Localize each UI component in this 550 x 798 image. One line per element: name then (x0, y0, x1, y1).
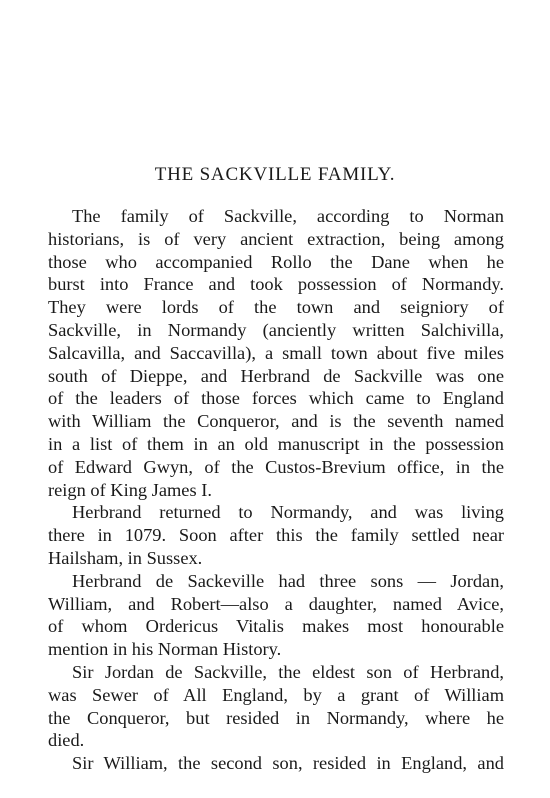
text-line: south of Dieppe, and Herbrand de Sackville was one (48, 365, 504, 386)
text-line: of Edward Gwyn, of the Custos-Brevium office, in the (48, 456, 504, 477)
text-line: there in 1079. Soon after this the family settled near (48, 525, 504, 546)
text-line: The family of Sackville, according to Norman (72, 206, 504, 226)
text-line: Salcavilla, and Saccavilla), a small town about five miles (48, 342, 504, 363)
text-line: Sackville, in Normandy (anciently written Salchivilla, (48, 319, 504, 340)
text-line: reign of King James I. (48, 479, 212, 500)
body-text (48, 205, 504, 775)
text-line: was Sewer of All England, by a grant of William (48, 684, 504, 705)
text-line: of the leaders of those forces which came to England (48, 388, 504, 409)
text-line: They were lords of the town and seigniory of (48, 297, 504, 318)
text-line: of whom Ordericus Vitalis makes most honourable (48, 616, 504, 637)
text-line: burst into France and took possession of Normandy. (48, 274, 504, 295)
text-line: William, and Robert—also a daughter, named Avice, (48, 593, 504, 614)
text-line: Herbrand returned to Normandy, and was living (72, 502, 504, 523)
text-line: Herbrand de Sackeville had three sons — Jordan, (72, 570, 504, 591)
text-line: with William the Conqueror, and is the seventh named (48, 411, 504, 432)
text-line: historians, is of very ancient extraction, being among (48, 228, 504, 249)
text-line: mention in his Norman History. (48, 639, 282, 660)
text-line: died. (48, 730, 85, 751)
text-line: Sir William, the second son, resided in England, and (72, 753, 504, 774)
text-line: in a list of them in an old manuscript in the possession (48, 433, 504, 454)
page-title: THE SACKVILLE FAMILY. (154, 164, 396, 185)
text-line: the Conqueror, but resided in Normandy, where he (48, 707, 504, 728)
text-line: Hailsham, in Sussex. (48, 547, 203, 568)
text-line: those who accompanied Rollo the Dane when he (48, 251, 504, 272)
text-line: Sir Jordan de Sackville, the eldest son of Herbrand, (72, 661, 504, 682)
